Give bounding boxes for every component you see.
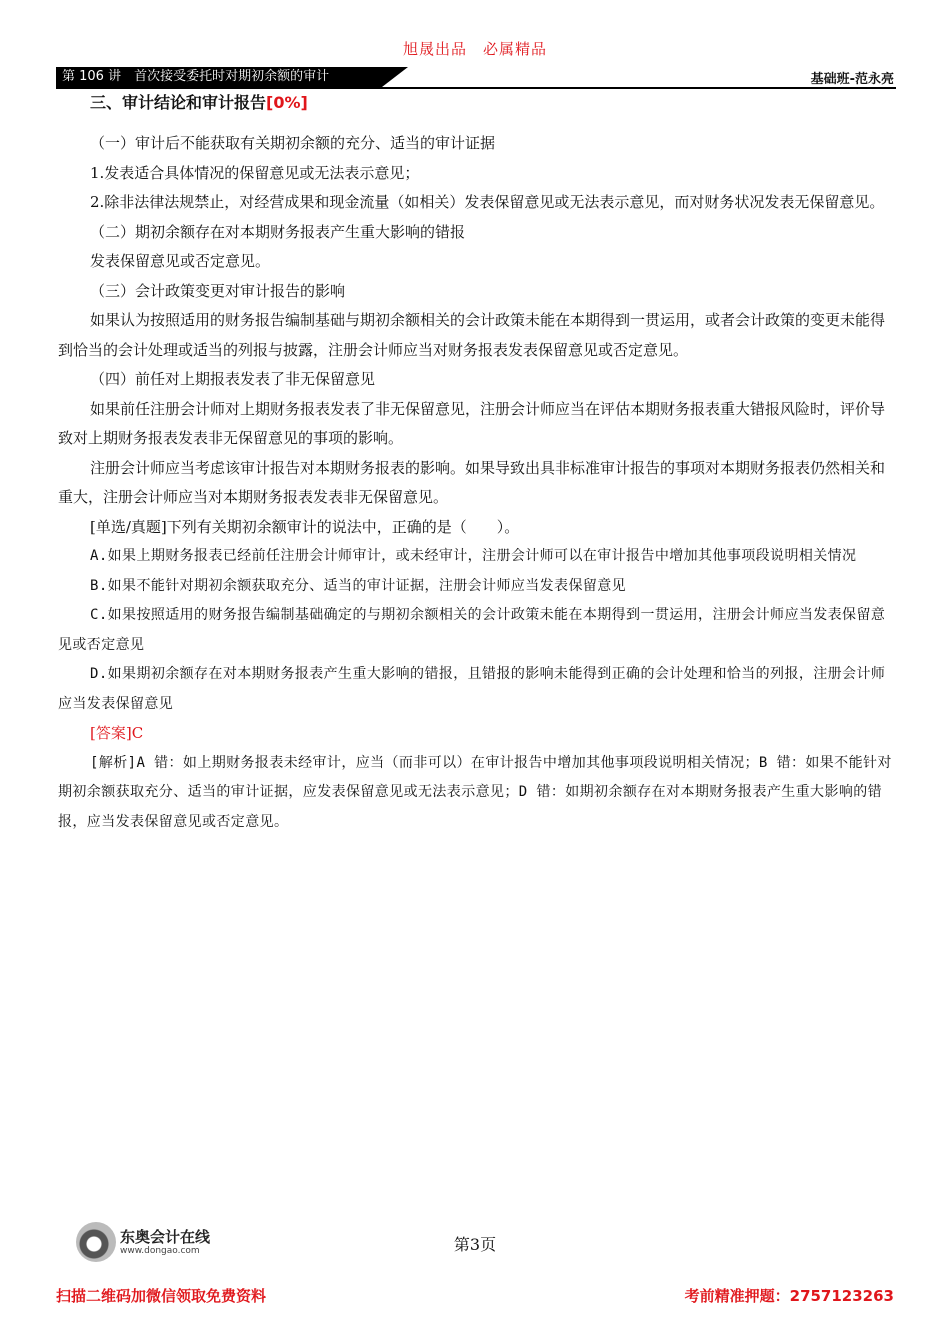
paragraph: 发表保留意见或否定意见。 xyxy=(90,252,271,270)
heading-1: （一）审计后不能获取有关期初余额的充分、适当的审计证据 xyxy=(90,134,496,152)
analysis: [解析]A 错：如上期财务报表未经审计，应当（而非可以）在审计报告中增加其他事项段说明相关情况；B 错：如果不能针对期初余额获取充分、适当的审计证据，应发表保留意见或无法表示意见；D 错：如期初余额存在对本期财务报表产生重大影响的错报，应当发表保留意见或否定意见。 xyxy=(58,754,892,830)
heading-3: （三）会计政策变更对审计报告的影响 xyxy=(90,281,346,300)
document-body xyxy=(58,90,894,837)
option-b: B.如果不能针对期初余额获取充分、适当的审计证据，注册会计师应当发表保留意见 xyxy=(90,577,627,594)
section-title xyxy=(90,90,894,116)
course-label: 基础班-范永亮 xyxy=(810,72,894,87)
option-d: D.如果期初余额存在对本期财务报表产生重大影响的错报，且错报的影响未能得到正确的会计处理和恰当的列报，注册会计师应当发表保留意见 xyxy=(58,666,886,712)
paragraph: 1.发表适合具体情况的保留意见或无法表示意见； xyxy=(90,163,420,182)
logo-name: 东奥会计在线 xyxy=(120,1228,211,1246)
paragraph: 2.除非法律法规禁止，对经营成果和现金流量（如相关）发表保留意见或无法表示意见，而对财务状况发表无保留意见。 xyxy=(90,193,885,211)
footer-contact: 考前精准押题：2757123263 xyxy=(684,1287,894,1305)
question-stem: [单选/真题]下列有关期初余额审计的说法中，正确的是（ ）。 xyxy=(90,517,520,536)
page-header xyxy=(56,67,896,89)
logo-url: www.dongao.com xyxy=(120,1246,200,1256)
paragraph: 如果认为按照适用的财务报告编制基础与期初余额相关的会计政策未能在本期得到一贯运用，或者会计政策的变更未能得到恰当的会计处理或适当的列报与披露，注册会计师应当对财务报表发表保留意见或否定意见。 xyxy=(58,311,886,359)
paragraph: 如果前任注册会计师对上期财务报表发表了非无保留意见，注册会计师应当在评估本期财务报表重大错报风险时，评价导致对上期财务报表发表非无保留意见的事项的影响。 xyxy=(58,399,886,447)
section-title-text: 三、审计结论和审计报告 xyxy=(90,93,267,112)
paragraph: 注册会计师应当考虑该审计报告对本期财务报表的影响。如果导致出具非标准审计报告的事项对本期财务报表仍然相关和重大，注册会计师应当对本期财务报表发表非无保留意见。 xyxy=(58,458,886,506)
option-c: C.如果按照适用的财务报告编制基础确定的与期初余额相关的会计政策未能在本期得到一贯运用，注册会计师应当发表保留意见或否定意见 xyxy=(58,607,886,653)
option-a: A.如果上期财务报表已经前任注册会计师审计，或未经审计，注册会计师可以在审计报告中增加其他事项段说明相关情况 xyxy=(90,548,857,564)
footer-promo: 扫描二维码加微信领取免费资料 xyxy=(56,1287,267,1305)
heading-4: （四）前任对上期报表发表了非无保留意见 xyxy=(90,370,376,388)
section-percent: [0%] xyxy=(266,93,308,112)
lecture-title: 第 106 讲 首次接受委托时对期初余额的审计 xyxy=(56,67,382,87)
top-banner: 旭晟出品 必属精品 xyxy=(402,40,547,58)
heading-2: （二）期初余额存在对本期财务报表产生重大影响的错报 xyxy=(90,222,466,241)
answer: [答案]C xyxy=(90,724,144,742)
page-number: 第3页 xyxy=(453,1235,497,1254)
